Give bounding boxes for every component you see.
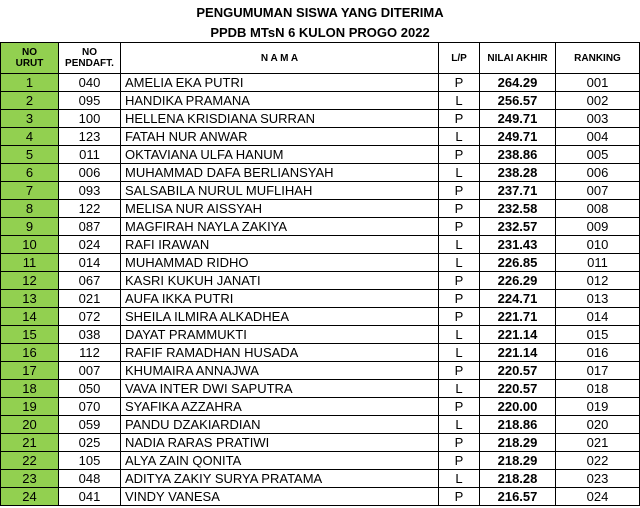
nama-cell: AUFA IKKA PUTRI (121, 290, 439, 308)
nama-cell: SYAFIKA AZZAHRA (121, 398, 439, 416)
no-pendaftaran-cell: 014 (59, 254, 121, 272)
no-urut-cell: 2 (1, 92, 59, 110)
lp-cell: L (439, 416, 480, 434)
nama-cell: RAFIF RAMADHAN HUSADA (121, 344, 439, 362)
table-row (1, 434, 640, 452)
no-pendaftaran-cell: 072 (59, 308, 121, 326)
nama-cell: ADITYA ZAKIY SURYA PRATAMA (121, 470, 439, 488)
no-pendaftaran-cell: 105 (59, 452, 121, 470)
no-urut-cell: 5 (1, 146, 59, 164)
nilai-akhir-cell: 216.57 (480, 488, 556, 506)
table-row (1, 182, 640, 200)
ranking-cell: 017 (556, 362, 640, 380)
no-pendaftaran-cell: 112 (59, 344, 121, 362)
nama-cell: AMELIA EKA PUTRI (121, 74, 439, 92)
no-pendaftaran-cell: 095 (59, 92, 121, 110)
nama-cell: ALYA ZAIN QONITA (121, 452, 439, 470)
no-pendaftaran-cell: 050 (59, 380, 121, 398)
nama-cell: MELISA NUR AISSYAH (121, 200, 439, 218)
nilai-akhir-cell: 220.00 (480, 398, 556, 416)
lp-cell: L (439, 326, 480, 344)
table-row (1, 416, 640, 434)
no-pendaftaran-cell: 024 (59, 236, 121, 254)
no-pendaftaran-cell: 040 (59, 74, 121, 92)
nilai-akhir-cell: 220.57 (480, 362, 556, 380)
lp-cell: P (439, 200, 480, 218)
table-row (1, 470, 640, 488)
nilai-akhir-cell: 249.71 (480, 128, 556, 146)
no-urut-cell: 23 (1, 470, 59, 488)
lp-cell: L (439, 344, 480, 362)
ranking-cell: 014 (556, 308, 640, 326)
ranking-cell: 011 (556, 254, 640, 272)
ranking-cell: 002 (556, 92, 640, 110)
nama-cell: OKTAVIANA ULFA HANUM (121, 146, 439, 164)
lp-cell: L (439, 254, 480, 272)
no-urut-cell: 17 (1, 362, 59, 380)
no-urut-cell: 18 (1, 380, 59, 398)
nilai-akhir-cell: 232.58 (480, 200, 556, 218)
table-row (1, 92, 640, 110)
no-pendaftaran-cell: 087 (59, 218, 121, 236)
lp-cell: P (439, 272, 480, 290)
title-line-1: PENGUMUMAN SISWA YANG DITERIMA (196, 5, 444, 20)
table-row (1, 272, 640, 290)
lp-cell: P (439, 398, 480, 416)
ranking-cell: 012 (556, 272, 640, 290)
nilai-akhir-cell: 237.71 (480, 182, 556, 200)
nama-cell: VAVA INTER DWI SAPUTRA (121, 380, 439, 398)
header-lp: L/P (439, 43, 480, 74)
lp-cell: P (439, 308, 480, 326)
no-urut-cell: 20 (1, 416, 59, 434)
table-row (1, 308, 640, 326)
header-ranking: RANKING (556, 43, 640, 74)
ranking-cell: 010 (556, 236, 640, 254)
lp-cell: P (439, 488, 480, 506)
lp-cell: P (439, 182, 480, 200)
table-row (1, 110, 640, 128)
nilai-akhir-cell: 221.14 (480, 326, 556, 344)
header-nilai-akhir: NILAI AKHIR (480, 43, 556, 74)
nilai-akhir-cell: 221.14 (480, 344, 556, 362)
lp-cell: P (439, 362, 480, 380)
ranking-cell: 008 (556, 200, 640, 218)
nilai-akhir-cell: 221.71 (480, 308, 556, 326)
no-urut-cell: 21 (1, 434, 59, 452)
ranking-cell: 022 (556, 452, 640, 470)
lp-cell: P (439, 290, 480, 308)
title-line-2: PPDB MTsN 6 KULON PROGO 2022 (210, 25, 430, 40)
table-row (1, 200, 640, 218)
no-urut-cell: 16 (1, 344, 59, 362)
lp-cell: P (439, 452, 480, 470)
no-pendaftaran-cell: 059 (59, 416, 121, 434)
no-pendaftaran-cell: 041 (59, 488, 121, 506)
no-pendaftaran-cell: 070 (59, 398, 121, 416)
nilai-akhir-cell: 218.28 (480, 470, 556, 488)
no-urut-cell: 9 (1, 218, 59, 236)
nama-cell: RAFI IRAWAN (121, 236, 439, 254)
table-row (1, 452, 640, 470)
nama-cell: SHEILA ILMIRA ALKADHEA (121, 308, 439, 326)
nama-cell: KHUMAIRA ANNAJWA (121, 362, 439, 380)
ranking-cell: 001 (556, 74, 640, 92)
table-row (1, 146, 640, 164)
table-row (1, 254, 640, 272)
nilai-akhir-cell: 256.57 (480, 92, 556, 110)
table-row (1, 488, 640, 506)
no-urut-cell: 8 (1, 200, 59, 218)
nilai-akhir-cell: 218.86 (480, 416, 556, 434)
header-row (1, 43, 640, 74)
nama-cell: KASRI KUKUH JANATI (121, 272, 439, 290)
nilai-akhir-cell: 249.71 (480, 110, 556, 128)
no-pendaftaran-cell: 122 (59, 200, 121, 218)
no-pendaftaran-cell: 067 (59, 272, 121, 290)
table-row (1, 290, 640, 308)
no-pendaftaran-cell: 048 (59, 470, 121, 488)
nilai-akhir-cell: 218.29 (480, 434, 556, 452)
no-urut-cell: 12 (1, 272, 59, 290)
no-urut-cell: 11 (1, 254, 59, 272)
no-pendaftaran-cell: 021 (59, 290, 121, 308)
nama-cell: MAGFIRAH NAYLA ZAKIYA (121, 218, 439, 236)
ranking-cell: 016 (556, 344, 640, 362)
no-pendaftaran-cell: 006 (59, 164, 121, 182)
no-urut-cell: 14 (1, 308, 59, 326)
lp-cell: P (439, 218, 480, 236)
table-row (1, 344, 640, 362)
header-no-urut: NO URUT (1, 43, 59, 74)
nilai-akhir-cell: 218.29 (480, 452, 556, 470)
no-urut-cell: 10 (1, 236, 59, 254)
no-urut-cell: 19 (1, 398, 59, 416)
nama-cell: SALSABILA NURUL MUFLIHAH (121, 182, 439, 200)
no-urut-cell: 3 (1, 110, 59, 128)
nilai-akhir-cell: 226.85 (480, 254, 556, 272)
no-pendaftaran-cell: 011 (59, 146, 121, 164)
no-pendaftaran-cell: 123 (59, 128, 121, 146)
ranking-cell: 024 (556, 488, 640, 506)
lp-cell: P (439, 74, 480, 92)
nama-cell: VINDY VANESA (121, 488, 439, 506)
ranking-cell: 004 (556, 128, 640, 146)
nilai-akhir-cell: 238.28 (480, 164, 556, 182)
table-row (1, 164, 640, 182)
table-row (1, 128, 640, 146)
nama-cell: MUHAMMAD RIDHO (121, 254, 439, 272)
nilai-akhir-cell: 264.29 (480, 74, 556, 92)
nilai-akhir-cell: 232.57 (480, 218, 556, 236)
nama-cell: DAYAT PRAMMUKTI (121, 326, 439, 344)
table-row (1, 380, 640, 398)
header-no-pendaftaran: NO PENDAFT. (59, 43, 121, 74)
lp-cell: P (439, 110, 480, 128)
ranking-cell: 005 (556, 146, 640, 164)
no-urut-cell: 24 (1, 488, 59, 506)
no-urut-cell: 22 (1, 452, 59, 470)
header-nama: N A M A (121, 43, 439, 74)
table-row (1, 398, 640, 416)
ranking-cell: 007 (556, 182, 640, 200)
no-urut-cell: 13 (1, 290, 59, 308)
ranking-cell: 009 (556, 218, 640, 236)
lp-cell: L (439, 236, 480, 254)
no-urut-cell: 1 (1, 74, 59, 92)
no-urut-cell: 15 (1, 326, 59, 344)
table-row (1, 326, 640, 344)
nilai-akhir-cell: 224.71 (480, 290, 556, 308)
nama-cell: PANDU DZAKIARDIAN (121, 416, 439, 434)
ranking-cell: 018 (556, 380, 640, 398)
no-pendaftaran-cell: 025 (59, 434, 121, 452)
no-urut-cell: 7 (1, 182, 59, 200)
ranking-cell: 019 (556, 398, 640, 416)
lp-cell: L (439, 128, 480, 146)
nama-cell: MUHAMMAD DAFA BERLIANSYAH (121, 164, 439, 182)
nilai-akhir-cell: 231.43 (480, 236, 556, 254)
lp-cell: L (439, 92, 480, 110)
no-pendaftaran-cell: 038 (59, 326, 121, 344)
ranking-cell: 013 (556, 290, 640, 308)
nama-cell: HELLENA KRISDIANA SURRAN (121, 110, 439, 128)
nama-cell: HANDIKA PRAMANA (121, 92, 439, 110)
nama-cell: FATAH NUR ANWAR (121, 128, 439, 146)
no-urut-cell: 6 (1, 164, 59, 182)
lp-cell: L (439, 470, 480, 488)
nilai-akhir-cell: 226.29 (480, 272, 556, 290)
ranking-cell: 020 (556, 416, 640, 434)
lp-cell: L (439, 380, 480, 398)
ranking-cell: 006 (556, 164, 640, 182)
no-urut-cell: 4 (1, 128, 59, 146)
lp-cell: P (439, 434, 480, 452)
table-row (1, 362, 640, 380)
lp-cell: L (439, 164, 480, 182)
ranking-cell: 015 (556, 326, 640, 344)
table-row (1, 236, 640, 254)
lp-cell: P (439, 146, 480, 164)
ranking-cell: 021 (556, 434, 640, 452)
nama-cell: NADIA RARAS PRATIWI (121, 434, 439, 452)
no-pendaftaran-cell: 093 (59, 182, 121, 200)
table-row (1, 74, 640, 92)
ranking-cell: 003 (556, 110, 640, 128)
no-pendaftaran-cell: 007 (59, 362, 121, 380)
ranking-cell: 023 (556, 470, 640, 488)
students-table (0, 42, 640, 506)
no-pendaftaran-cell: 100 (59, 110, 121, 128)
nilai-akhir-cell: 220.57 (480, 380, 556, 398)
table-row (1, 218, 640, 236)
nilai-akhir-cell: 238.86 (480, 146, 556, 164)
